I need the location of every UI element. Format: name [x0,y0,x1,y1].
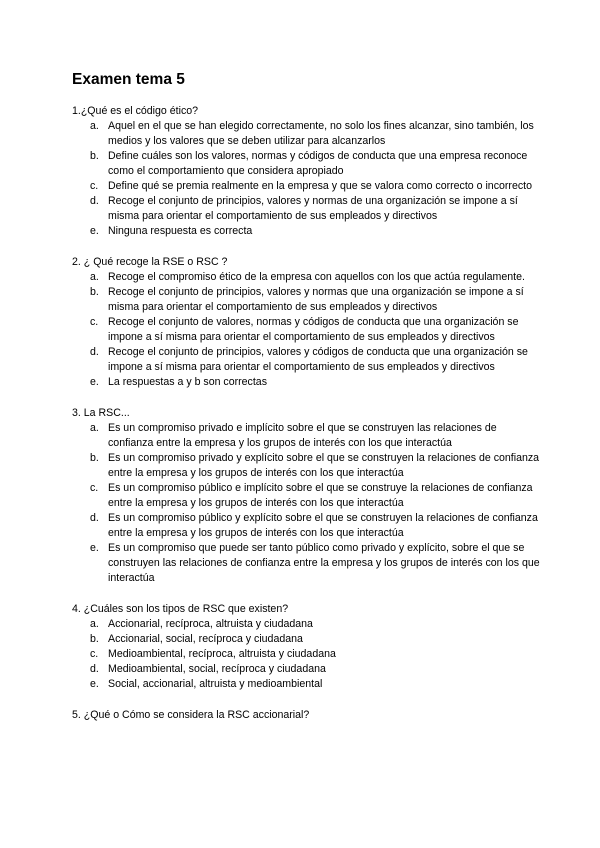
answer-list [72,270,542,390]
answer-text: La respuestas a y b son correctas [108,376,267,388]
answer-text: Es un compromiso privado e implícito sobre el que se construyen las relaciones de confianza entre la empresa y los grupos de interés con los que interactúa [108,422,497,449]
answer-item [72,179,542,194]
answer-letter: d. [90,346,99,358]
answer-text: Ninguna respuesta es correcta [108,225,253,237]
answer-text: Accionarial, recíproca, altruista y ciudadana [108,618,313,630]
question-text: 4. ¿Cuáles son los tipos de RSC que existen? [72,603,289,615]
answer-item [72,345,542,375]
answer-letter: b. [90,150,99,162]
answer-letter: d. [90,512,99,524]
answer-item [72,285,542,315]
answer-text: Recoge el conjunto de principios, valores y normas de una organización se impone a sí misma para orientar el comportamiento de sus empleados y directivos [108,195,518,222]
answer-letter: c. [90,648,99,660]
answer-text: Recoge el conjunto de valores, normas y códigos de conducta que una organización se impone a sí misma para orientar el comportamiento de sus empleados y directivos [108,316,519,343]
answer-item [72,224,542,239]
answer-letter: a. [90,422,99,434]
answer-item [72,451,542,481]
question-5 [72,708,542,723]
question-text: 5. ¿Qué o Cómo se considera la RSC accionarial? [72,709,310,721]
answer-text: Es un compromiso público e implícito sobre el que se construye la relaciones de confianza entre la empresa y los grupos de interés con los que interactúa [108,482,533,509]
answer-text: Aquel en el que se han elegido correctamente, no solo los fines alcanzar, sino también, los medios y los valores que se deben utilizar para alcanzarlos [108,120,534,147]
answer-item [72,541,542,586]
question-1 [72,104,542,239]
answer-letter: a. [90,618,99,630]
answer-item [72,632,542,647]
answer-text: Define cuáles son los valores, normas y códigos de conducta que una empresa reconoce como el comportamiento que considera apropiado [108,150,528,177]
answer-letter: b. [90,633,99,645]
question-4 [72,602,542,692]
answer-item [72,662,542,677]
question-list [72,104,542,739]
answer-item [72,149,542,179]
answer-item [72,194,542,224]
answer-text: Recoge el compromiso ético de la empresa con aquellos con los que actúa regulamente. [108,271,525,283]
answer-item [72,315,542,345]
answer-letter: a. [90,120,99,132]
answer-text: Medioambiental, recíproca, altruista y ciudadana [108,648,336,660]
answer-item [72,119,542,149]
answer-item [72,421,542,451]
question-text: 2. ¿ Qué recoge la RSE o RSC ? [72,256,228,268]
answer-letter: b. [90,286,99,298]
answer-item [72,617,542,632]
question-text: 3. La RSC... [72,407,130,419]
answer-list [72,119,542,239]
answer-text: Es un compromiso público y explícito sobre el que se construyen la relaciones de confianza entre la empresa y los grupos de interés con los que interactúa [108,512,538,539]
answer-letter: a. [90,271,99,283]
question-3 [72,406,542,586]
answer-item [72,375,542,390]
answer-text: Define qué se premia realmente en la empresa y que se valora como correcto o incorrecto [108,180,532,192]
answer-letter: e. [90,225,99,237]
answer-item [72,677,542,692]
question-text: 1.¿Qué es el código ético? [72,105,199,117]
answer-text: Es un compromiso privado y explícito sobre el que se construyen la relaciones de confianza entre la empresa y los grupos de interés con los que interactúa [108,452,540,479]
question-2 [72,255,542,390]
answer-text: Recoge el conjunto de principios, valores y normas que una organización se impone a sí misma para orientar el comportamiento de sus empleados y directivos [108,286,524,313]
answer-text: Medioambiental, social, recíproca y ciudadana [108,663,326,675]
answer-letter: e. [90,376,99,388]
answer-list [72,617,542,692]
answer-item [72,270,542,285]
answer-letter: d. [90,195,99,207]
answer-item [72,481,542,511]
answer-text: Recoge el conjunto de principios, valores y códigos de conducta que una organización se impone a sí misma para orientar el comportamiento de sus empleados y directivos [108,346,528,373]
answer-text: Social, accionarial, altruista y medioambiental [108,678,323,690]
answer-item [72,511,542,541]
answer-letter: e. [90,678,99,690]
answer-text: Accionarial, social, recíproca y ciudadana [108,633,303,645]
answer-item [72,647,542,662]
answer-text: Es un compromiso que puede ser tanto público como privado y explícito, sobre el que se construyen las relaciones de confianza entre la empresa y los grupos de interés con los que interactúa [108,542,540,584]
answer-list [72,421,542,586]
answer-letter: b. [90,452,99,464]
page-title: Examen tema 5 [72,71,185,88]
answer-letter: c. [90,180,99,192]
answer-letter: c. [90,482,99,494]
answer-letter: e. [90,542,99,554]
answer-letter: d. [90,663,99,675]
answer-letter: c. [90,316,99,328]
